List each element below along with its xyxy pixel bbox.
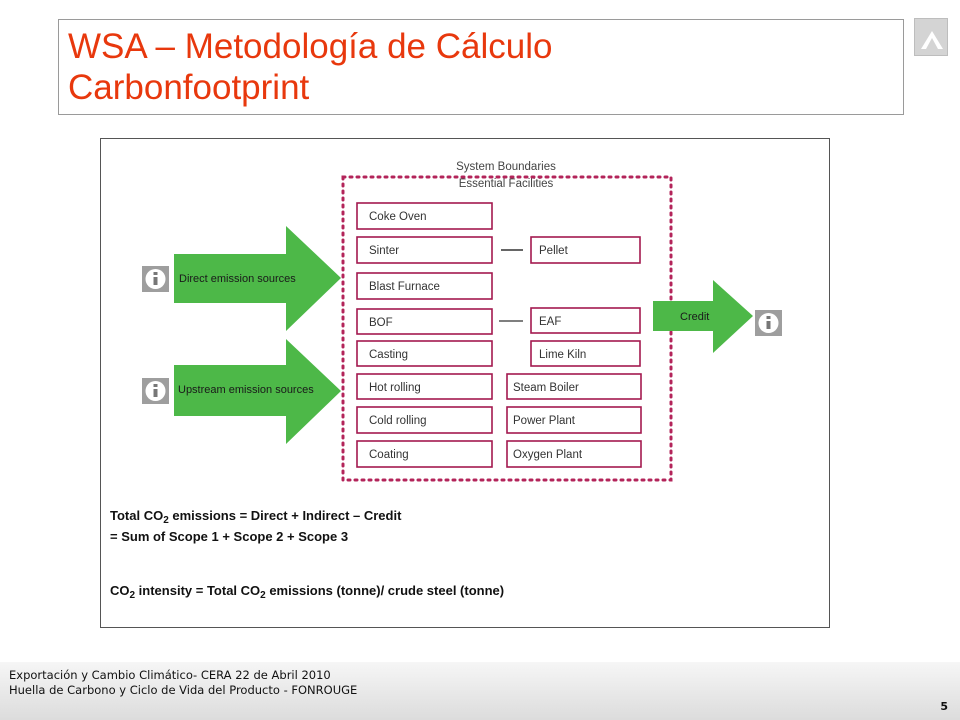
formula-total-emissions: Total $CO_2$ emissions = Direct + Indirect – Credit [110, 508, 402, 526]
info-icon[interactable] [755, 310, 782, 336]
direct-emission-label: Direct emission sources [179, 273, 296, 285]
footer-line-1: Exportación y Cambio Climático- CERA 22 de Abril 2010 [9, 668, 331, 682]
facility-label: Hot rolling [369, 382, 421, 394]
facility-label: Steam Boiler [513, 382, 579, 394]
facility-label: Cold rolling [369, 415, 427, 427]
home-button[interactable] [914, 18, 948, 56]
formula-scopes: = Sum of Scope 1 + Scope 2 + Scope 3 [110, 529, 349, 544]
facility-label: Sinter [369, 245, 400, 257]
facility-label: Coating [369, 449, 409, 461]
facility-label: Pellet [539, 245, 568, 257]
boundary-label-2: Essential Facilities [458, 178, 554, 190]
methodology-figure [100, 138, 830, 628]
facility-label: Casting [369, 349, 408, 361]
info-icon[interactable] [142, 378, 169, 404]
title-line-2: Carbonfootprint [68, 68, 310, 107]
facility-label: Lime Kiln [539, 349, 587, 361]
left-facilities [357, 203, 492, 467]
facility-label: Coke Oven [369, 211, 427, 223]
upstream-emission-label: Upstream emission sources [178, 384, 314, 396]
footer-bar [0, 662, 960, 720]
footer-line-2: Huella de Carbono y Ciclo de Vida del Producto - FONROUGE [9, 683, 358, 697]
methodology-diagram [101, 139, 829, 627]
home-icon [915, 19, 949, 57]
right-facilities [507, 237, 641, 467]
facility-label: Power Plant [513, 415, 576, 427]
title-line-1: WSA – Metodología de Cálculo [68, 27, 553, 66]
credit-label: Credit [680, 311, 710, 323]
boundary-label-1: System Boundaries [456, 161, 556, 173]
formula-intensity: $CO_2$ intensity = Total $CO_2$ emissions (tonne)/ crude steel (tonne) [110, 583, 505, 601]
facility-label: Oxygen Plant [513, 449, 583, 461]
page-title [68, 26, 552, 108]
facility-label: BOF [369, 317, 393, 329]
page-number: 5 [940, 700, 948, 713]
facility-label: Blast Furnace [369, 281, 440, 293]
info-icon[interactable] [142, 266, 169, 292]
facility-label: EAF [539, 316, 562, 328]
